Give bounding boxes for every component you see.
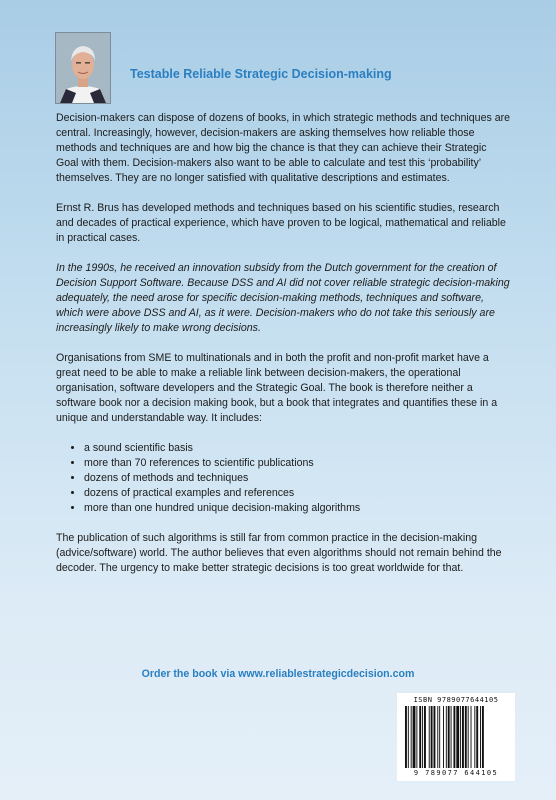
barcode-bar (482, 706, 484, 768)
barcode-bar (448, 706, 450, 768)
barcode-bar (437, 706, 438, 768)
page-title: Testable Reliable Strategic Decision-making (130, 67, 392, 81)
paragraph-publication: The publication of such algorithms is still far from common practice in the decision-making (advice/software) world. The author believes that even algorithms should not remain behind the decoder. The urgency to make better strategic decisions is too great worldwide for that. (56, 532, 502, 574)
author-photo (55, 32, 111, 104)
isbn-label: ISBN 9789077644105 (413, 696, 499, 704)
barcode-bar (476, 706, 478, 768)
barcode-bar (408, 706, 409, 768)
list-item: • more than 70 references to scientific publications (84, 456, 511, 471)
barcode-bar (429, 706, 430, 768)
barcode-bar (465, 706, 467, 768)
isbn-barcode (397, 693, 515, 781)
barcode-bar (460, 706, 461, 768)
list-item: • dozens of practical examples and references (84, 486, 511, 501)
barcode-bars (405, 706, 507, 768)
list-item: • a sound scientific basis (84, 441, 511, 456)
barcode-bar (443, 706, 444, 768)
barcode-bar (416, 706, 417, 768)
barcode-bar (424, 706, 426, 768)
barcode-bar (439, 706, 440, 768)
barcode-bar (411, 706, 412, 768)
barcode-bar (453, 706, 455, 768)
paragraph-organisations: Organisations from SME to multinationals and in both the profit and non-profit market have a great need to be able to make a reliable link between decision-makers, the operational organisation, software developers and the Strategic Goal. The book is therefore neither a software book nor a decision making book, but a book that integrates and quantifies these in a unique and understandable way. It includes: (56, 352, 498, 424)
barcode-bar (446, 706, 447, 768)
barcode-bar (405, 706, 407, 768)
isbn-digits: 9 789077 644105 (413, 769, 499, 777)
barcode-bar (462, 706, 464, 768)
barcode-bar (413, 706, 416, 768)
barcode-bar (419, 706, 421, 768)
back-cover-text (56, 111, 511, 591)
barcode-bar (434, 706, 436, 768)
paragraph-subsidy: In the 1990s, he received an innovation subsidy from the Dutch government for the creation of Decision Support Software. Because DSS and AI did not cover reliable strategic decision-making adequately, the need arose for specific decision-making methods, techniques and software, which were above DSS and AI, as it were. Decision-makers who do not take this seriously are increasingly likely to make wrong decisions. (56, 262, 510, 334)
order-link[interactable]: Order the book via www.reliablestrategicdecision.com (141, 668, 415, 680)
barcode-bar (451, 706, 452, 768)
paragraph-author: Ernst R. Brus has developed methods and techniques based on his scientific studies, research and decades of practical experience, which have proven to be logical, mathematical and reliable in practical cases. (56, 202, 506, 244)
barcode-bar (474, 706, 475, 768)
list-item: • more than one hundred unique decision-making algorithms (84, 501, 511, 516)
barcode-bar (471, 706, 472, 768)
list-item: • dozens of methods and techniques (84, 471, 511, 486)
barcode-bar (480, 706, 481, 768)
barcode-bar (468, 706, 469, 768)
feature-list (56, 441, 511, 516)
paragraph-intro: Decision-makers can dispose of dozens of books, in which strategic methods and techniques are central. Increasingly, however, decision-makers are asking themselves how reliable those methods and techniques are and how big the chance is that they can achieve their Strategic Goal with them. Decision-makers also want to be able to calculate and test this ‘probability’ themselves. They are no longer satisfied with qualitative descriptions and estimates. (56, 112, 511, 184)
barcode-bar (456, 706, 459, 768)
barcode-bar (422, 706, 423, 768)
barcode-bar (431, 706, 433, 768)
